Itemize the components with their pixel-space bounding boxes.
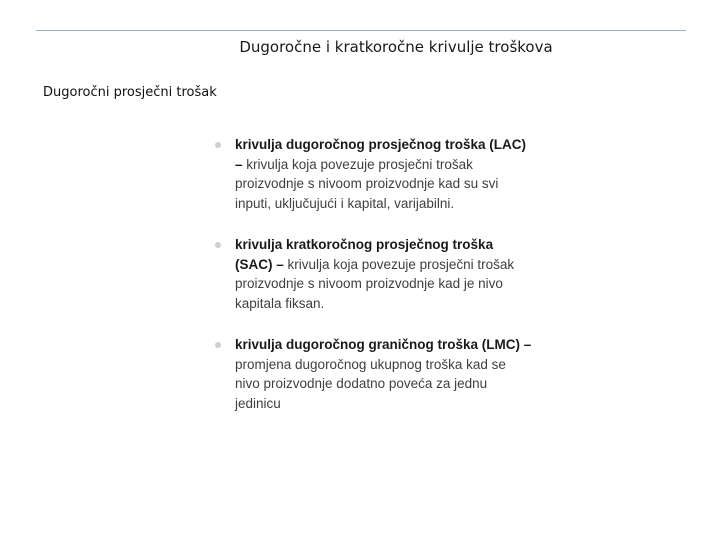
bullet-item-lmc (214, 335, 534, 413)
bullet-separator: – (235, 156, 247, 172)
bullet-list (214, 135, 534, 435)
bullet-dot-icon (215, 142, 221, 148)
bullet-dot-icon (215, 342, 221, 348)
bullet-term: krivulja dugoročnog prosječnog troška (LAC) (235, 137, 527, 152)
bullet-definition: promjena dugoročnog ukupnog troška kad se nivo proizvodnje dodatno poveća za jednu jedinicu (235, 356, 506, 411)
bullet-item-lac (214, 135, 534, 213)
bullet-separator: – (272, 256, 288, 272)
bullet-dot-icon (215, 242, 221, 248)
bullet-definition: krivulja koja povezuje prosječni trošak proizvodnje s nivoom proizvodnje kad je nivo kapitala fiksan. (235, 256, 515, 311)
top-divider (36, 30, 686, 31)
section-heading: Dugoročni prosječni trošak (43, 85, 217, 100)
bullet-term: krivulja kratkoročnog prosječnog troška (SAC) (235, 237, 494, 272)
bullet-term: krivulja dugoročnog graničnog troška (LMC) (235, 337, 521, 352)
bullet-item-sac (214, 235, 534, 313)
slide-title: Dugoročne i kratkoročne krivulje troškova (239, 38, 553, 56)
bullet-separator: – (520, 337, 532, 352)
bullet-definition: krivulja koja povezuje prosječni trošak proizvodnje s nivoom proizvodnje kad su svi inputi, uključujući i kapital, varijabilni. (235, 156, 499, 211)
